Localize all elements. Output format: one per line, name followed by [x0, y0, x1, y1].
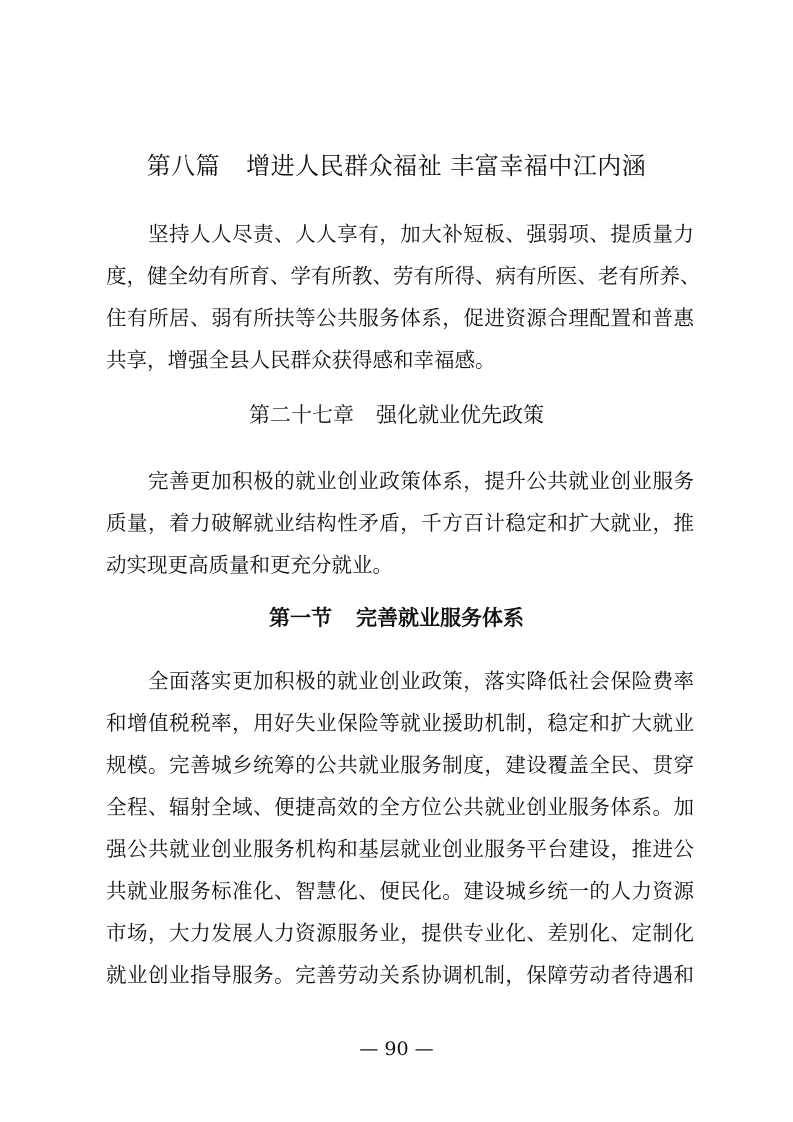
paragraph-line: 强公共就业创业服务机构和基层就业创业服务平台建设，推进公 — [106, 837, 694, 861]
paragraph-line: 度，健全幼有所育、学有所教、劳有所得、病有所医、老有所养、 — [106, 264, 701, 288]
paragraph-line: 全面落实更加积极的就业创业政策，落实降低社会保险费率 — [148, 669, 694, 693]
part-heading — [0, 146, 793, 186]
section-heading — [0, 600, 793, 636]
paragraph-line: 坚持人人尽责、人人享有，加大补短板、强弱项、提质量力 — [148, 222, 694, 246]
paragraph-line: 完善更加积极的就业创业政策体系，提升公共就业创业服务 — [148, 469, 694, 493]
paragraph-line: 和增值税税率，用好失业保险等就业援助机制，稳定和扩大就业 — [106, 711, 694, 735]
paragraph-line: 质量，着力破解就业结构性矛盾，千方百计稳定和扩大就业，推 — [106, 511, 694, 535]
part-label: 第八篇 — [146, 152, 221, 180]
page-number: — 90 — — [359, 1038, 434, 1060]
section-label: 第一节 — [269, 605, 332, 630]
paragraph-line: 动实现更高质量和更充分就业。 — [106, 553, 393, 577]
chapter-heading — [0, 397, 793, 433]
part-title-text: 增进人民群众福祉 丰富幸福中江内涵 — [246, 152, 647, 180]
chapter-label: 第二十七章 — [249, 403, 354, 427]
paragraph-line: 共享，增强全县人民群众获得感和幸福感。 — [106, 348, 496, 372]
paragraph-line: 就业创业指导服务。完善劳动关系协调机制，保障劳动者待遇和 — [106, 963, 694, 987]
paragraph-line: 全程、辐射全域、便捷高效的全方位公共就业创业服务体系。加 — [106, 795, 694, 819]
paragraph-section-body — [106, 660, 694, 996]
paragraph-intro — [106, 213, 701, 381]
paragraph-line: 共就业服务标准化、智慧化、便民化。建设城乡统一的人力资源 — [106, 879, 694, 903]
chapter-title-text: 强化就业优先政策 — [376, 403, 544, 427]
paragraph-line: 规模。完善城乡统筹的公共就业服务制度，建设覆盖全民、贯穿 — [106, 753, 694, 777]
section-title-text: 完善就业服务体系 — [356, 605, 524, 630]
paragraph-chapter-intro — [106, 460, 694, 586]
paragraph-line: 市场，大力发展人力资源服务业，提供专业化、差别化、定制化 — [106, 921, 694, 945]
paragraph-line: 住有所居、弱有所扶等公共服务体系，促进资源合理配置和普惠 — [106, 306, 694, 330]
